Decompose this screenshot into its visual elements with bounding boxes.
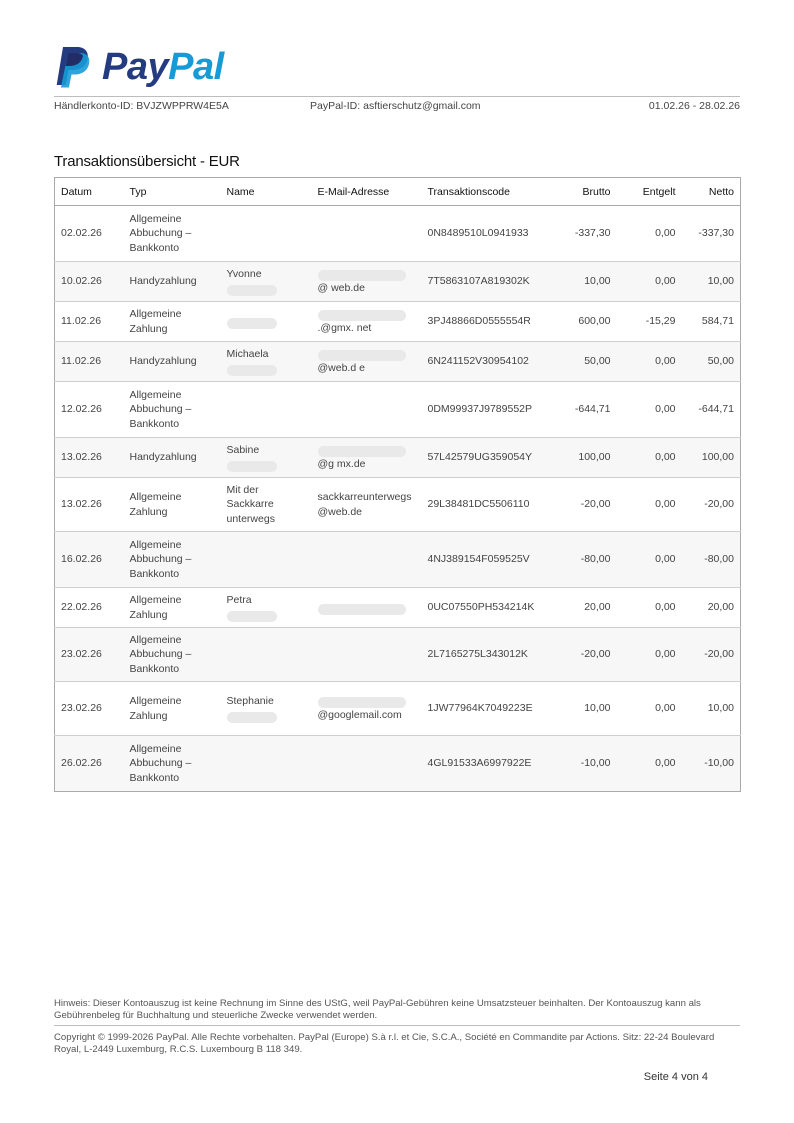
cell-type-text: Allgemeine Abbuchung – Bankkonto <box>129 538 192 580</box>
cell-email-text: @web.d e <box>317 362 365 375</box>
cell-fee-text: 0,00 <box>655 601 676 614</box>
cell-net <box>682 628 741 682</box>
paypal-p-icon <box>54 45 92 89</box>
cell-email <box>312 262 422 302</box>
cell-email <box>312 628 422 682</box>
cell-fee-text: 0,00 <box>655 227 676 240</box>
merchant-id: Händlerkonto-ID: BVJZWPPRW4E5A <box>54 100 229 112</box>
cell-name <box>221 382 312 438</box>
cell-fee <box>617 478 682 532</box>
redacted-email <box>318 604 406 615</box>
cell-name <box>221 736 312 792</box>
table-row <box>55 342 741 382</box>
cell-code <box>422 342 553 382</box>
cell-net <box>682 382 741 438</box>
redacted-name <box>227 285 277 296</box>
cell-date-text: 26.02.26 <box>61 757 102 770</box>
table-row <box>55 206 741 262</box>
cell-net-text: 20,00 <box>707 601 734 614</box>
cell-type-text: Allgemeine Zahlung <box>129 594 182 621</box>
cell-fee <box>617 438 682 478</box>
cell-code-text: 0DM99937J9789552P <box>427 403 532 416</box>
col-netto: Netto <box>682 178 741 206</box>
statement-period: 01.02.26 - 28.02.26 <box>648 100 740 112</box>
cell-gross <box>553 532 617 588</box>
cell-date-text: 23.02.26 <box>61 702 102 715</box>
cell-code <box>422 628 553 682</box>
redacted-email <box>318 310 406 321</box>
cell-net-text: 10,00 <box>707 275 734 288</box>
cell-code <box>422 682 553 736</box>
cell-email <box>312 588 422 628</box>
table-row <box>55 438 741 478</box>
cell-gross <box>553 302 617 342</box>
table-header-row <box>55 178 741 206</box>
disclaimer-note: Hinweis: Dieser Kontoauszug ist keine Rechnung im Sinne des UStG, weil PayPal-Gebühren keine Umsatzsteuer beinhalten. Der Kontoauszug kann als Gebührenbeleg für Buchhaltung und steuerliche Zwecke verwendet werden. <box>54 998 701 1021</box>
col-name: Name <box>221 178 312 206</box>
cell-name <box>221 532 312 588</box>
cell-date-text: 16.02.26 <box>61 553 102 566</box>
page-number: Seite 4 von 4 <box>643 1071 708 1083</box>
cell-net-text: -10,00 <box>704 757 734 770</box>
header-divider <box>54 96 740 97</box>
cell-email <box>312 478 422 532</box>
cell-code <box>422 532 553 588</box>
cell-name-text: Yvonne <box>226 268 262 281</box>
cell-type-text: Handyzahlung <box>129 355 197 368</box>
cell-code <box>422 302 553 342</box>
cell-code-text: 0UC07550PH534214K <box>427 601 535 614</box>
cell-fee <box>617 532 682 588</box>
cell-gross <box>553 438 617 478</box>
redacted-name <box>227 365 277 376</box>
cell-net-text: -20,00 <box>704 498 734 511</box>
cell-date <box>55 302 124 342</box>
cell-type <box>124 262 221 302</box>
cell-code-text: 57L42579UG359054Y <box>427 451 533 464</box>
cell-type <box>124 682 221 736</box>
cell-fee-text: 0,00 <box>655 757 676 770</box>
cell-net <box>682 682 741 736</box>
cell-gross-text: 10,00 <box>584 702 611 715</box>
cell-name <box>221 438 312 478</box>
cell-net-text: -337,30 <box>698 227 734 240</box>
cell-email <box>312 382 422 438</box>
cell-fee <box>617 588 682 628</box>
cell-type-text: Allgemeine Abbuchung – Bankkonto <box>129 212 192 254</box>
cell-fee <box>617 302 682 342</box>
cell-fee <box>617 382 682 438</box>
cell-code-text: 4GL91533A6997922E <box>427 757 532 770</box>
cell-date <box>55 206 124 262</box>
copyright: Copyright © 1999-2026 PayPal. Alle Rechte vorbehalten. PayPal (Europe) S.à r.l. et Cie, S.C.A., Société en Commandite par Actions. Sitz: 22-24 Boulevard Royal, L-2449 Luxemburg, R.C.S. Luxembourg B 118 349. <box>54 1032 715 1055</box>
cell-net-text: 100,00 <box>701 451 734 464</box>
paypal-id: PayPal-ID: asftierschutz@gmail.com <box>310 100 481 112</box>
cell-type <box>124 478 221 532</box>
cell-name <box>221 588 312 628</box>
cell-name-text: Stephanie <box>226 695 274 708</box>
transactions-table <box>54 177 741 792</box>
cell-net-text: -80,00 <box>704 553 734 566</box>
col-email: E-Mail-Adresse <box>312 178 422 206</box>
cell-fee-text: 0,00 <box>655 451 676 464</box>
cell-type <box>124 438 221 478</box>
cell-code <box>422 438 553 478</box>
cell-type <box>124 532 221 588</box>
redacted-name <box>227 611 277 622</box>
cell-net <box>682 262 741 302</box>
cell-date-text: 12.02.26 <box>61 403 102 416</box>
cell-date <box>55 478 124 532</box>
table-row <box>55 262 741 302</box>
redacted-name <box>227 712 277 723</box>
table-row <box>55 532 741 588</box>
cell-date-text: 13.02.26 <box>61 451 102 464</box>
cell-fee-text: 0,00 <box>655 498 676 511</box>
cell-fee <box>617 628 682 682</box>
cell-gross <box>553 342 617 382</box>
col-datum: Datum <box>55 178 124 206</box>
cell-date <box>55 628 124 682</box>
paypal-logo <box>54 44 224 90</box>
cell-date <box>55 532 124 588</box>
col-transaktionscode: Transaktionscode <box>422 178 553 206</box>
redacted-email <box>318 446 406 457</box>
cell-date <box>55 438 124 478</box>
cell-code <box>422 736 553 792</box>
cell-email-text: .@gmx. net <box>317 322 372 335</box>
cell-email <box>312 736 422 792</box>
cell-code-text: 1JW77964K7049223E <box>427 702 533 715</box>
cell-code <box>422 206 553 262</box>
cell-type-text: Handyzahlung <box>129 275 197 288</box>
cell-gross-text: -644,71 <box>574 403 611 416</box>
cell-fee <box>617 736 682 792</box>
col-typ: Typ <box>124 178 221 206</box>
cell-code-text: 4NJ389154F059525V <box>427 553 530 566</box>
cell-email <box>312 438 422 478</box>
cell-fee-text: 0,00 <box>655 403 676 416</box>
table-row <box>55 478 741 532</box>
cell-fee <box>617 206 682 262</box>
cell-date <box>55 342 124 382</box>
cell-email <box>312 682 422 736</box>
cell-gross-text: -20,00 <box>580 648 611 661</box>
cell-code <box>422 588 553 628</box>
cell-type <box>124 382 221 438</box>
cell-fee <box>617 342 682 382</box>
cell-type <box>124 342 221 382</box>
cell-fee-text: 0,00 <box>655 275 676 288</box>
paypal-wordmark: PayPal <box>102 46 224 88</box>
cell-gross <box>553 736 617 792</box>
table-row <box>55 736 741 792</box>
table-row <box>55 628 741 682</box>
cell-date-text: 11.02.26 <box>61 355 102 368</box>
cell-date <box>55 262 124 302</box>
cell-gross-text: -20,00 <box>580 498 611 511</box>
cell-name <box>221 262 312 302</box>
cell-name-text: Sabine <box>226 444 260 457</box>
cell-name-text: Michaela <box>226 348 269 361</box>
cell-code-text: 7T5863107A819302K <box>427 275 530 288</box>
cell-gross <box>553 588 617 628</box>
cell-fee <box>617 262 682 302</box>
cell-fee <box>617 682 682 736</box>
cell-name <box>221 478 312 532</box>
cell-gross-text: 50,00 <box>584 355 611 368</box>
cell-net <box>682 438 741 478</box>
cell-fee-text: 0,00 <box>655 553 676 566</box>
cell-type <box>124 206 221 262</box>
cell-fee-text: 0,00 <box>655 702 676 715</box>
cell-name <box>221 682 312 736</box>
cell-name-text: Mit der Sackkarre unterwegs <box>226 483 275 525</box>
cell-net-text: 10,00 <box>707 702 734 715</box>
cell-gross <box>553 682 617 736</box>
cell-name <box>221 206 312 262</box>
redacted-email <box>318 270 406 281</box>
cell-net-text: -20,00 <box>704 648 734 661</box>
cell-net <box>682 532 741 588</box>
cell-email <box>312 206 422 262</box>
cell-type-text: Allgemeine Abbuchung – Bankkonto <box>129 633 192 675</box>
cell-net <box>682 478 741 532</box>
cell-name-text: Petra <box>226 594 252 607</box>
cell-gross-text: 100,00 <box>578 451 611 464</box>
table-row <box>55 588 741 628</box>
footer-divider <box>54 1025 740 1026</box>
cell-date-text: 02.02.26 <box>61 227 102 240</box>
cell-net-text: -644,71 <box>698 403 734 416</box>
cell-name <box>221 342 312 382</box>
cell-type <box>124 302 221 342</box>
cell-date-text: 11.02.26 <box>61 315 102 328</box>
cell-date-text: 23.02.26 <box>61 648 102 661</box>
cell-date <box>55 382 124 438</box>
cell-email <box>312 302 422 342</box>
cell-net <box>682 342 741 382</box>
col-entgelt: Entgelt <box>617 178 682 206</box>
cell-net <box>682 302 741 342</box>
cell-date-text: 22.02.26 <box>61 601 102 614</box>
table-row <box>55 382 741 438</box>
cell-type <box>124 736 221 792</box>
cell-net <box>682 206 741 262</box>
cell-type-text: Allgemeine Abbuchung – Bankkonto <box>129 742 192 784</box>
table-row <box>55 302 741 342</box>
cell-gross <box>553 478 617 532</box>
cell-gross <box>553 262 617 302</box>
cell-email-text: @g mx.de <box>317 458 366 471</box>
cell-fee-text: 0,00 <box>655 648 676 661</box>
cell-code-text: 29L38481DC5506110 <box>427 498 530 511</box>
cell-email-text: sackkarreunterwegs @web.de <box>317 491 412 518</box>
cell-gross-text: 20,00 <box>584 601 611 614</box>
cell-net-text: 584,71 <box>701 315 734 328</box>
cell-email-text: @googlemail.com <box>317 709 402 722</box>
cell-fee-text: 0,00 <box>655 355 676 368</box>
cell-code <box>422 262 553 302</box>
cell-type-text: Handyzahlung <box>129 451 197 464</box>
cell-date <box>55 588 124 628</box>
cell-gross-text: -80,00 <box>580 553 611 566</box>
cell-email <box>312 342 422 382</box>
cell-code-text: 6N241152V30954102 <box>427 355 529 368</box>
cell-email <box>312 532 422 588</box>
cell-type-text: Allgemeine Zahlung <box>129 308 182 335</box>
table-row <box>55 682 741 736</box>
cell-code-text: 3PJ48866D0555554R <box>427 315 531 328</box>
cell-date <box>55 736 124 792</box>
cell-code-text: 2L7165275L343012K <box>427 648 528 661</box>
cell-date-text: 13.02.26 <box>61 498 102 511</box>
cell-gross <box>553 382 617 438</box>
cell-code-text: 0N8489510L0941933 <box>427 227 529 240</box>
cell-code <box>422 382 553 438</box>
cell-net <box>682 588 741 628</box>
cell-gross <box>553 206 617 262</box>
cell-net <box>682 736 741 792</box>
cell-email-text: @ web.de <box>317 282 365 295</box>
redacted-email <box>318 350 406 361</box>
cell-gross-text: 600,00 <box>578 315 611 328</box>
cell-date <box>55 682 124 736</box>
redacted-name <box>227 461 277 472</box>
cell-type-text: Allgemeine Zahlung <box>129 695 182 722</box>
cell-name <box>221 628 312 682</box>
cell-gross <box>553 628 617 682</box>
col-brutto: Brutto <box>553 178 617 206</box>
cell-gross-text: -10,00 <box>580 757 611 770</box>
cell-code <box>422 478 553 532</box>
page-title: Transaktionsübersicht - EUR <box>54 153 240 170</box>
cell-gross-text: -337,30 <box>574 227 611 240</box>
cell-type <box>124 588 221 628</box>
cell-gross-text: 10,00 <box>584 275 611 288</box>
cell-name <box>221 302 312 342</box>
redacted-email <box>318 697 406 708</box>
cell-type-text: Allgemeine Abbuchung – Bankkonto <box>129 388 192 430</box>
cell-fee-text: -15,29 <box>645 315 676 328</box>
cell-type-text: Allgemeine Zahlung <box>129 491 182 518</box>
cell-type <box>124 628 221 682</box>
cell-net-text: 50,00 <box>707 355 734 368</box>
cell-date-text: 10.02.26 <box>61 275 102 288</box>
redacted-name <box>227 318 277 329</box>
